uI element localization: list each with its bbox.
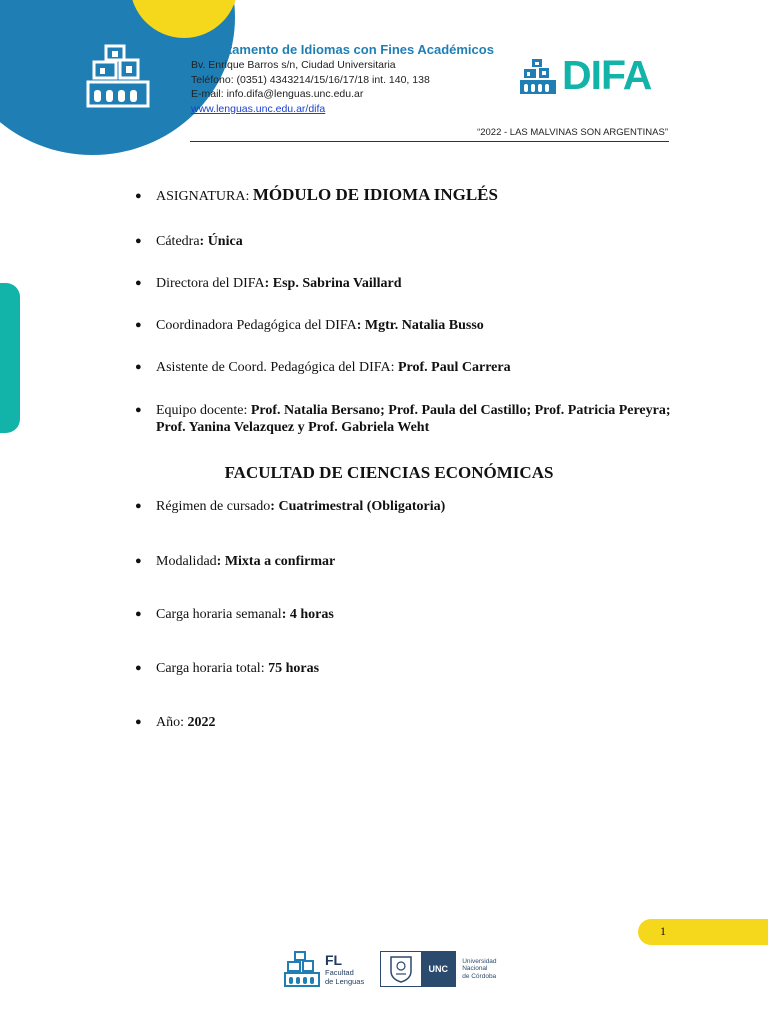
bullet-icon: ● <box>135 716 142 728</box>
unc-seal-icon <box>381 952 421 986</box>
bullet-icon: ● <box>135 500 142 512</box>
bullet-icon: ● <box>135 190 142 202</box>
bullet-icon: ● <box>135 361 142 373</box>
side-teal-tab <box>0 283 20 433</box>
department-title: Departamento de Idiomas con Fines Académicos <box>191 42 494 57</box>
bullet-icon: ● <box>135 662 142 674</box>
website-link[interactable]: www.lenguas.unc.edu.ar/difa <box>191 102 326 115</box>
building-logo-icon <box>84 42 154 110</box>
fl-building-icon <box>283 950 321 988</box>
header-divider <box>190 141 669 142</box>
bullet-icon: ● <box>135 319 142 331</box>
bullet-icon: ● <box>135 555 142 567</box>
difa-logo <box>520 52 652 98</box>
phone-line: Teléfono: (0351) 4343214/15/16/17/18 int. 140, 138 <box>191 73 430 86</box>
unc-mark: UNC <box>421 952 455 986</box>
email-line: E-mail: info.difa@lenguas.unc.edu.ar <box>191 88 364 100</box>
fl-logo-text: FL Facultad de Lenguas <box>325 951 365 986</box>
motto-text: “2022 - LAS MALVINAS SON ARGENTINAS” <box>477 127 668 138</box>
bullet-icon: ● <box>135 235 142 247</box>
header-contact-block <box>191 42 494 116</box>
footer-logos <box>283 950 497 988</box>
bullet-icon: ● <box>135 608 142 620</box>
bullet-icon: ● <box>135 404 142 416</box>
unc-logo <box>380 951 456 987</box>
section-title: FACULTAD DE CIENCIAS ECONÓMICAS <box>224 463 554 482</box>
bullet-icon: ● <box>135 277 142 289</box>
unc-name-text: Universidad Nacional de Córdoba <box>462 957 497 980</box>
difa-building-icon <box>520 57 556 95</box>
page-number-badge <box>638 919 768 945</box>
address-line: Bv. Enrique Barros s/n, Ciudad Universitaria <box>191 59 396 71</box>
difa-logo-text: DIFA <box>562 52 652 98</box>
page-number: 1 <box>660 924 666 938</box>
